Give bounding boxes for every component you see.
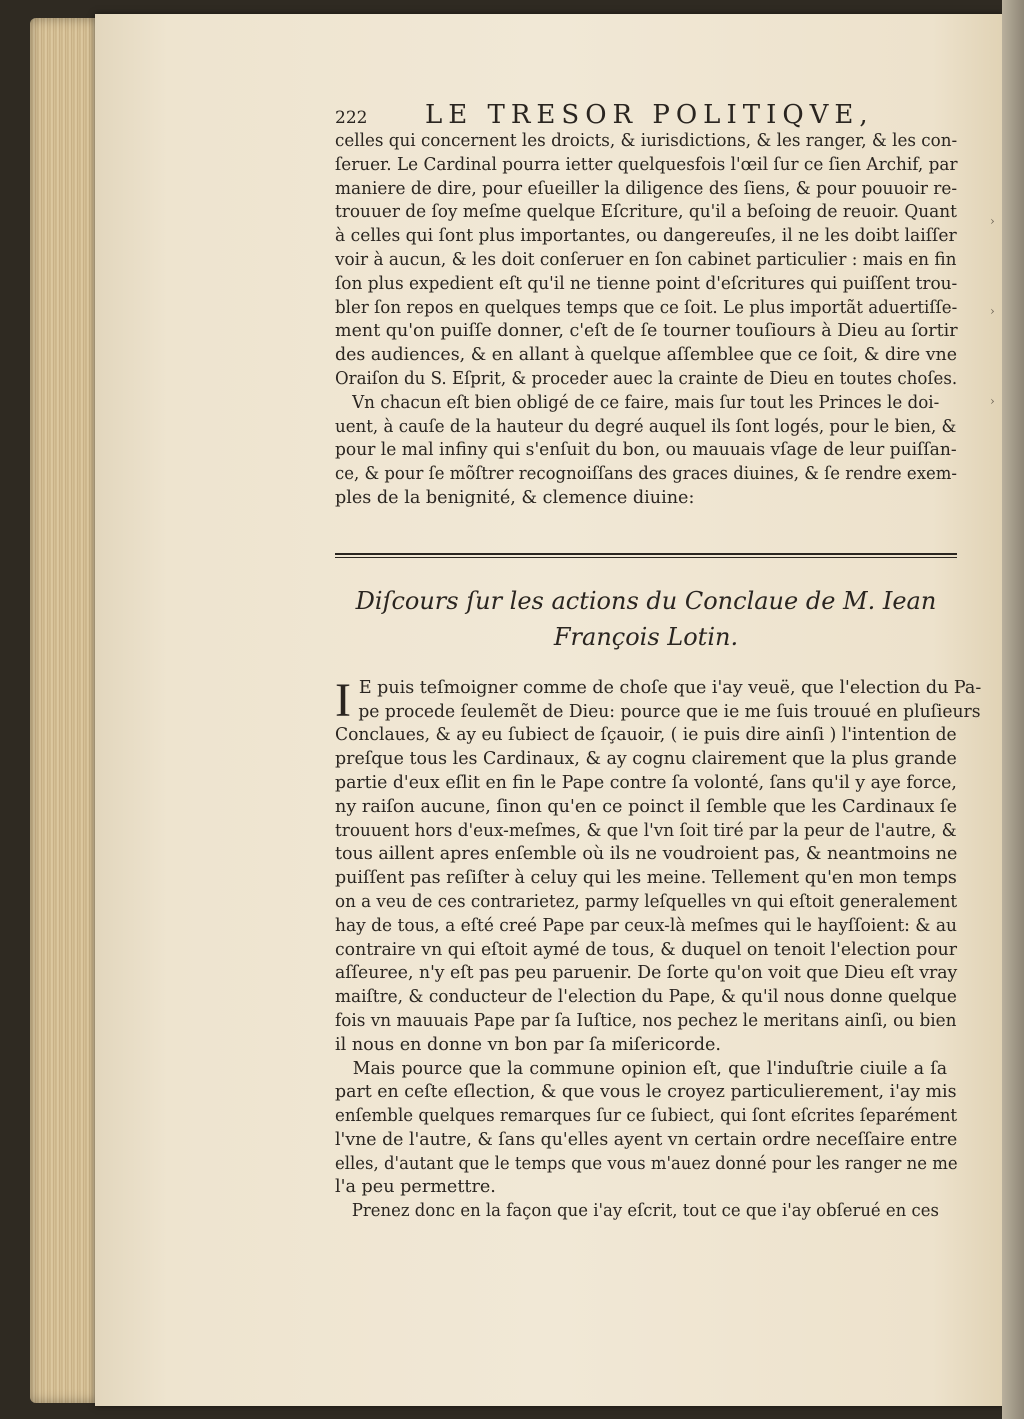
text-line: ment qu'on puiſſe donner, c'eſt de ſe tourner touſiours à Dieu au ſortir bbox=[335, 321, 958, 342]
paragraph-1 bbox=[335, 130, 957, 392]
text-line: Mais pource que la commune opinion eſt, que l'induſtrie ciuile a ſa bbox=[352, 1058, 948, 1079]
running-head bbox=[335, 100, 957, 130]
text-line: ſeruer. Le Cardinal pourra ietter quelquesfois l'œil ſur ce ſien Archif, par bbox=[335, 154, 958, 175]
text-line: contraire vn qui eſtoit aymé de tous, & duquel on tenoit l'election pour bbox=[335, 939, 958, 960]
margin-mark: › bbox=[990, 304, 995, 318]
text-line: enſemble quelques remarques ſur ce ſubiect, qui ſont eſcrites ſeparément bbox=[335, 1106, 958, 1127]
text-line: trouuer de ſoy meſme quelque Eſcriture, qu'il a beſoing de reuoir. Quant bbox=[335, 202, 957, 223]
page-edges bbox=[30, 18, 100, 1403]
margin-mark: › bbox=[990, 394, 995, 408]
running-title: LE TRESOR POLITIQVE, bbox=[425, 100, 874, 130]
text-line: preſque tous les Cardinaux, & ay cognu clairement que la plus grande bbox=[335, 749, 957, 770]
page-number: 222 bbox=[335, 108, 368, 128]
paragraph-3 bbox=[335, 673, 982, 1058]
divider-rule-thick bbox=[335, 553, 957, 555]
section-heading bbox=[335, 583, 957, 655]
scan-margin bbox=[1002, 0, 1024, 1419]
text-line: fois vn mauuais Pape par ſa Iuſtice, nos pechez le meritans ainſi, ou bien bbox=[335, 1010, 957, 1031]
paragraph-2 bbox=[335, 392, 957, 511]
section-divider bbox=[335, 515, 957, 559]
text-line: ples de la benignité, & clemence diuine: bbox=[335, 487, 695, 508]
divider-rule-thin bbox=[335, 557, 957, 558]
heading-line-2: François Lotin. bbox=[553, 622, 739, 651]
text-line: ny raiſon aucune, ſinon qu'en ce poinct il ſemble que les Cardinaux ſe bbox=[335, 796, 957, 817]
text-line: partie d'eux eſlit en fin le Pape contre ſa volonté, ſans qu'il y aye force, bbox=[335, 772, 957, 793]
text-line: maniere de dire, pour eſueiller la diligence des ſiens, & pour pouuoir re- bbox=[335, 178, 958, 199]
text-line: Oraiſon du S. Eſprit, & proceder auec la crainte de Dieu en toutes choſes. bbox=[335, 368, 958, 389]
drop-cap: I bbox=[335, 673, 351, 727]
text-line: elles, d'autant que le temps que vous m'auez donné pour les ranger ne me bbox=[335, 1153, 958, 1174]
text-line: voir à aucun, & les doit conſeruer en ſon cabinet particulier : mais en fin bbox=[335, 249, 957, 270]
text-line: aſſeuree, n'y eſt pas peu paruenir. De ſorte qu'on voit que Dieu eſt vray bbox=[335, 963, 958, 984]
text-line: celles qui concernent les droicts, & iurisdictions, & les ranger, & les con- bbox=[335, 131, 958, 151]
text-line: il nous en donne vn bon par ſa miſericorde. bbox=[335, 1034, 721, 1055]
heading-line-1: Diſcours ſur les actions du Conclaue de M. Iean bbox=[355, 586, 937, 615]
text-line: Prenez donc en la façon que i'ay eſcrit, tout ce que i'ay obſerué en ces bbox=[351, 1201, 939, 1222]
text-line: part en ceſte eſlection, & que vous le croyez particulierement, i'ay mis bbox=[335, 1082, 957, 1103]
text-line: E puis teſmoigner comme de choſe que i'ay veuë, que l'election du Pa- bbox=[358, 677, 982, 698]
text-line: Vn chacun eſt bien obligé de ce faire, mais ſur tout les Princes le doi- bbox=[352, 392, 940, 413]
paragraph-4 bbox=[335, 1058, 957, 1201]
text-line: ce, & pour ſe mõſtrer recognoiſſans des graces diuines, & ſe rendre exem- bbox=[335, 464, 957, 485]
margin-marks bbox=[990, 176, 1000, 446]
text-line: l'a peu permettre. bbox=[335, 1177, 496, 1198]
text-line: à celles qui ſont plus importantes, ou dangereuſes, il ne les doibt laiſſer bbox=[335, 226, 957, 247]
text-line: on a veu de ces contrarietez, parmy leſquelles vn qui eſtoit generalement bbox=[335, 891, 958, 912]
text-line: pe procede ſeulemẽt de Dieu: pource que ie me ſuis trouué en pluſieurs bbox=[358, 701, 981, 722]
text-line: pour le mal infiny qui s'enſuit du bon, ou mauuais vſage de leur puiſſan- bbox=[335, 440, 957, 461]
text-line: bler ſon repos en quelques temps que ce ſoit. Le plus importãt aduertiſſe- bbox=[335, 297, 958, 318]
text-line: ſon plus expedient eſt qu'il ne tienne point d'eſcritures qui puiſſent trou- bbox=[335, 273, 958, 294]
text-line: trouuent hors d'eux-meſmes, & que l'vn ſoit tiré par la peur de l'autre, & bbox=[335, 820, 957, 841]
text-line: hay de tous, a eſté creé Pape par ceux-là meſmes qui le hayſſoient: & au bbox=[335, 915, 957, 936]
text-line: des audiences, & en allant à quelque aſſemblee que ce ſoit, & dire vne bbox=[335, 345, 958, 366]
text-line: uent, à cauſe de la hauteur du degré auquel ils ſont logés, pour le bien, & bbox=[335, 416, 957, 437]
text-line: l'vne de l'autre, & ſans qu'elles ayent vn certain ordre neceſſaire entre bbox=[335, 1129, 958, 1150]
paragraph-5 bbox=[335, 1200, 957, 1224]
text-line: maiſtre, & conducteur de l'election du Pape, & qu'il nous donne quelque bbox=[335, 987, 957, 1008]
text-block bbox=[335, 100, 982, 1224]
margin-mark: › bbox=[990, 214, 995, 228]
text-line: puiſſent pas reſiſter à celuy qui les meine. Tellement qu'en mon temps bbox=[335, 868, 957, 889]
text-line: tous aillent apres enſemble où ils ne voudroient pas, & neantmoins ne bbox=[335, 844, 958, 865]
text-line: Conclaues, & ay eu ſubiect de ſçauoir, ( ie puis dire ainſi ) l'intention de bbox=[335, 725, 957, 746]
